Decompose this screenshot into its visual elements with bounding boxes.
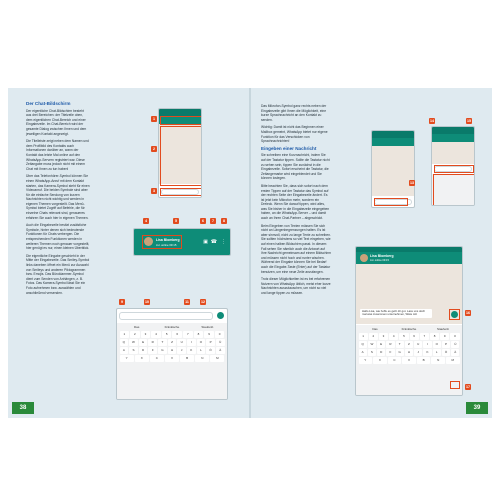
- key-row-b3: [358, 349, 460, 356]
- badge-17: 17: [466, 385, 470, 389]
- key-q: Q: [359, 341, 367, 348]
- key-v: V: [165, 355, 179, 362]
- left-page: [8, 88, 249, 418]
- page-number-right: 39: [466, 402, 488, 414]
- suggestion-3: Staufenb: [201, 325, 214, 329]
- right-intro-2: Wichtig: Damit ist nicht das Beginnen einer Mailbox gemeint, WhatsApp bietet nur eigene Funktion für das Verschicken von Sprachnachrichten!: [261, 125, 328, 144]
- status-bar-2: [372, 131, 414, 138]
- key-u: U: [177, 339, 186, 346]
- key-a: A: [120, 347, 129, 354]
- badge-16: 16: [466, 311, 470, 315]
- right-paragraph-1: Sie schreiben eine Kurznachricht, indem Sie auf der Tastatur tippen. Sollte die Tastatur nicht zu sehen sein, tippen Sie zunächst in die Eingabezeile. Sofort erscheint die Tastatur, die Zeitangemarke wird eingeblendet und Sie können loslegen.: [261, 153, 330, 181]
- key-k: K: [423, 349, 431, 356]
- screenshot-keyboard: [116, 308, 228, 400]
- highlight-input-2: [374, 198, 408, 206]
- key-a: A: [359, 349, 367, 356]
- keyboard: [117, 323, 227, 399]
- right-paragraph-3: Beim Eingeben von Texten müssen Sie sich nicht an Längenbegrenzungen halten. Es ist aber sinnvoll, nicht zu lange Texte zu schreiben. Sie sollten höchstens so viel Text eingeben, wie auf einen halben Bildschirm passt. In diesem Fall sehen Sie nämlich auch die Antwort auf Ihre Nachricht gemeinsam auf einem Bildschirm und müssen nicht hoch und runter wischen. Während der Eingabe können Sie bei Bedarf auch die Eingabe-Taste (Enter) auf der Tastatur benutzen, um eine neue Zeile anzufangen.: [261, 223, 331, 274]
- key-g: G: [396, 349, 404, 356]
- key-ö: Ö: [206, 347, 215, 354]
- chat-header-2: [372, 138, 414, 146]
- contact-status-2: zul. online 09:15: [370, 258, 389, 262]
- suggestion-2-3: Staufenb: [436, 327, 449, 331]
- contact-status: zul. online 09:15: [156, 243, 177, 247]
- key-o: O: [197, 339, 206, 346]
- left-paragraph-5: Die eigentliche Eingabe geschieht in der Mitte der Eingabezeile. Das Smiley-Symbol links daneben öffnet ein Menü zur Auswahl von Smileys und anderen Piktogrammen bzw. Emojis. Das Büroklammer-Symbol dient zum Senden von Anhängen, z. B. Fotos. Das Kamera-Symbol lässt Sie ein Foto aufnehmen bzw. auswählen und anschließend versenden.: [26, 253, 90, 295]
- key-9: 9: [440, 333, 449, 340]
- badge-2: 2: [153, 147, 155, 151]
- key-6: 6: [172, 331, 182, 338]
- key-g: G: [158, 347, 167, 354]
- key-d: D: [139, 347, 148, 354]
- key-e: E: [139, 339, 148, 346]
- screenshot-typed-message: [355, 246, 463, 396]
- key-f: F: [148, 347, 157, 354]
- suggestion-row: [119, 324, 225, 330]
- key-e: E: [377, 341, 385, 348]
- key-n: N: [431, 357, 445, 364]
- left-paragraph-4: Auch die Eingabezeile besitzt zusätzliche Symbole, hinter denen sich bedeutende Funktionen für Chats verbergen. Die entsprechenden Funktionen werden in weiteren Themen noch genauer vorgestellt, hier genügt es nur, einen kleinen Überblick.: [26, 223, 90, 251]
- chat-area-2: [372, 146, 414, 196]
- highlight-chat-area: [160, 126, 202, 186]
- key-m: M: [210, 355, 224, 362]
- key-t: T: [158, 339, 167, 346]
- badge-5: 5: [175, 219, 177, 223]
- suggestion-2: Fränkische: [164, 325, 180, 329]
- left-text-column: [26, 102, 90, 298]
- right-paragraph-4: Trotz dieser Möglichkeiten ist es bei erfahrenen Nutzern von WhatsApp üblich, meist eher kurze Nachrichten auszutauschen, um nicht so viel und lange tippen zu müssen.: [261, 277, 331, 295]
- badge-13: 13: [410, 181, 414, 185]
- phone-icon: ☎: [210, 239, 217, 245]
- highlight-enter-key: [450, 381, 460, 389]
- key-p: P: [206, 339, 215, 346]
- left-paragraph-1: Der eigentliche Chat-Bildschirm besteht aus drei Bereichen: der Titelzeile oben, dem eigentlichen Chat-Bereich und einer Eingabezeile. Im Chat-Bereich wird der gesamte Dialog zwischen Ihnen und dem jeweiligen Kontakt angezeigt.: [26, 108, 87, 136]
- key-5: 5: [162, 331, 172, 338]
- video-call-icon: ▣: [203, 239, 208, 245]
- badge-11: 11: [185, 300, 189, 304]
- key-m: M: [446, 357, 460, 364]
- key-0: 0: [450, 333, 459, 340]
- screenshot-chat-screen: [158, 108, 202, 198]
- key-j: J: [177, 347, 186, 354]
- message-input-text: Hallo Lisa, wie hoffe es geht dir gut. Lass uns doch mal was zusammen unternehmen, Wäre toll.: [360, 309, 432, 318]
- badge-3: 3: [153, 189, 155, 193]
- key-7: 7: [420, 333, 429, 340]
- key-1: 1: [359, 333, 368, 340]
- key-ä: Ä: [451, 349, 459, 356]
- key-8: 8: [194, 331, 204, 338]
- keyboard-input-row: [119, 312, 213, 320]
- mic-icon: [217, 312, 224, 319]
- key-u: U: [414, 341, 422, 348]
- key-h: H: [405, 349, 413, 356]
- badge-14: 14: [430, 119, 434, 123]
- key-k: K: [187, 347, 196, 354]
- key-v: V: [402, 357, 416, 364]
- key-o: O: [433, 341, 441, 348]
- screenshot-tap-input: [371, 130, 415, 208]
- right-paragraph-2: Bitte beachten Sie, dass sich sofort nach dem ersten Tippen auf der Tastatur das Symbol auf der rechten Seite der Eingabezeile ändert. Es ist jetzt kein Mikrofon mehr, sondern ein Dreieck. Wenn Sie darauf tippen, wird alles, was Sie bisher in die Eingabezeile eingegeben haben, an die WhatsApp-Server – und damit auch an Ihren Chat-Partner – abgeschickt.: [261, 183, 330, 221]
- key-3: 3: [379, 333, 388, 340]
- key-z: Z: [405, 341, 413, 348]
- contact-name: Lisa Blomberg: [156, 238, 180, 242]
- key-y: Y: [359, 357, 373, 364]
- screenshot-titlebar-zoom: [133, 228, 231, 256]
- key-n: N: [195, 355, 209, 362]
- suggestion-2-2: Fränkische: [401, 327, 417, 331]
- key-l: L: [197, 347, 206, 354]
- key-x: X: [135, 355, 149, 362]
- right-text-column: [261, 104, 331, 299]
- key-ü: Ü: [451, 341, 459, 348]
- key-row-b1: [358, 333, 460, 340]
- key-f: F: [386, 349, 394, 356]
- badge-4: 4: [145, 219, 147, 223]
- key-5: 5: [399, 333, 408, 340]
- key-ö: Ö: [442, 349, 450, 356]
- key-i: I: [423, 341, 431, 348]
- suggestion-2-1: Das: [372, 327, 378, 331]
- badge-7: 7: [212, 219, 214, 223]
- key-row-2: [119, 339, 225, 346]
- key-4: 4: [151, 331, 161, 338]
- key-r: R: [148, 339, 157, 346]
- right-heading: Eingeben einer Nachricht: [261, 145, 317, 151]
- highlight-titlebar: [160, 116, 202, 125]
- screenshot-keyboard-open: [431, 126, 475, 206]
- badge-8: 8: [223, 219, 225, 223]
- key-row-1: [119, 331, 225, 338]
- badge-6: 6: [202, 219, 204, 223]
- highlight-send: [449, 309, 460, 320]
- key-d: D: [377, 349, 385, 356]
- status-bar: [159, 109, 201, 116]
- key-1: 1: [120, 331, 130, 338]
- contact-name-2: Lisa Blomberg: [370, 254, 394, 258]
- menu-icon: ⋮: [221, 239, 226, 245]
- key-t: T: [396, 341, 404, 348]
- key-w: W: [129, 339, 138, 346]
- right-intro-1: Das Mikrofon-Symbol ganz rechts neben der Eingabezeile gibt Ihnen die Möglichkeit, eine kurze Sprachnachricht an den Kontakt zu senden.: [261, 104, 327, 122]
- key-b: B: [417, 357, 431, 364]
- key-8: 8: [430, 333, 439, 340]
- key-h: H: [168, 347, 177, 354]
- keyboard-large: [356, 325, 462, 395]
- left-heading: Der Chat-Bildschirm: [26, 101, 71, 106]
- key-s: S: [368, 349, 376, 356]
- avatar-2: [360, 254, 368, 262]
- key-p: P: [442, 341, 450, 348]
- highlight-keyboard: [433, 174, 475, 206]
- chat-header-4: [356, 252, 462, 264]
- key-7: 7: [183, 331, 193, 338]
- key-4: 4: [389, 333, 398, 340]
- key-c: C: [388, 357, 402, 364]
- key-q: Q: [120, 339, 129, 346]
- left-paragraph-2: Die Titelleiste zeigt neben dem Namen und dem Profilbild des Kontakts auch Informationen darüber an, wann der Kontakt das letzte Mal online auf den WhatsApp-Servern registriert war. Diese Zeitangabe muss jedoch nicht mit einem Chat mit Ihnen zu tun haben!: [26, 139, 89, 171]
- highlight-input-row: [160, 188, 202, 196]
- suggestion-1: Das: [133, 325, 140, 329]
- key-w: W: [368, 341, 376, 348]
- key-r: R: [386, 341, 394, 348]
- key-2: 2: [369, 333, 378, 340]
- highlight-input-3: [434, 165, 474, 173]
- key-3: 3: [141, 331, 151, 338]
- badge-1: 1: [153, 117, 155, 121]
- badge-10: 10: [145, 300, 149, 304]
- book-spread: [8, 88, 492, 418]
- key-row-4: [119, 355, 225, 362]
- status-bar-3: [432, 127, 474, 134]
- chat-header-3: [432, 134, 474, 142]
- key-j: J: [414, 349, 422, 356]
- highlight-contact: [142, 235, 182, 249]
- key-0: 0: [215, 331, 225, 338]
- page-number-left: 38: [12, 402, 34, 414]
- key-l: L: [433, 349, 441, 356]
- key-row-3: [119, 347, 225, 354]
- chat-area-3: [432, 142, 474, 164]
- key-c: C: [150, 355, 164, 362]
- key-2: 2: [130, 331, 140, 338]
- badge-9: 9: [121, 300, 123, 304]
- key-y: Y: [120, 355, 134, 362]
- left-paragraph-3: Über das Telefonhörer-Symbol können Sie einen WhatsApp-Anruf mit dem Kontakt starten, das Kamera-Symbol steht für einen Videoanruf. Die beiden Symbole sind aber für die einfache Sendung von kurzen Nachrichten nicht wichtig und werden in eigenen Themen vorgestellt. Das Menü-Symbol bietet Zugriff auf Befehle, die für einzelne Chats relevant sind, genaueres erfahren Sie auch hier in eigenen Themen.: [26, 174, 90, 220]
- key-z: Z: [168, 339, 177, 346]
- key-row-b4: [358, 357, 460, 364]
- key-x: X: [373, 357, 387, 364]
- badge-15: 15: [467, 119, 471, 123]
- key-ä: Ä: [216, 347, 225, 354]
- key-row-b2: [358, 341, 460, 348]
- key-s: S: [129, 347, 138, 354]
- key-i: I: [187, 339, 196, 346]
- key-6: 6: [410, 333, 419, 340]
- badge-12: 12: [201, 300, 205, 304]
- key-ü: Ü: [216, 339, 225, 346]
- key-9: 9: [204, 331, 214, 338]
- suggestion-row-2: [358, 326, 460, 332]
- right-page: [251, 88, 492, 418]
- key-b: B: [180, 355, 194, 362]
